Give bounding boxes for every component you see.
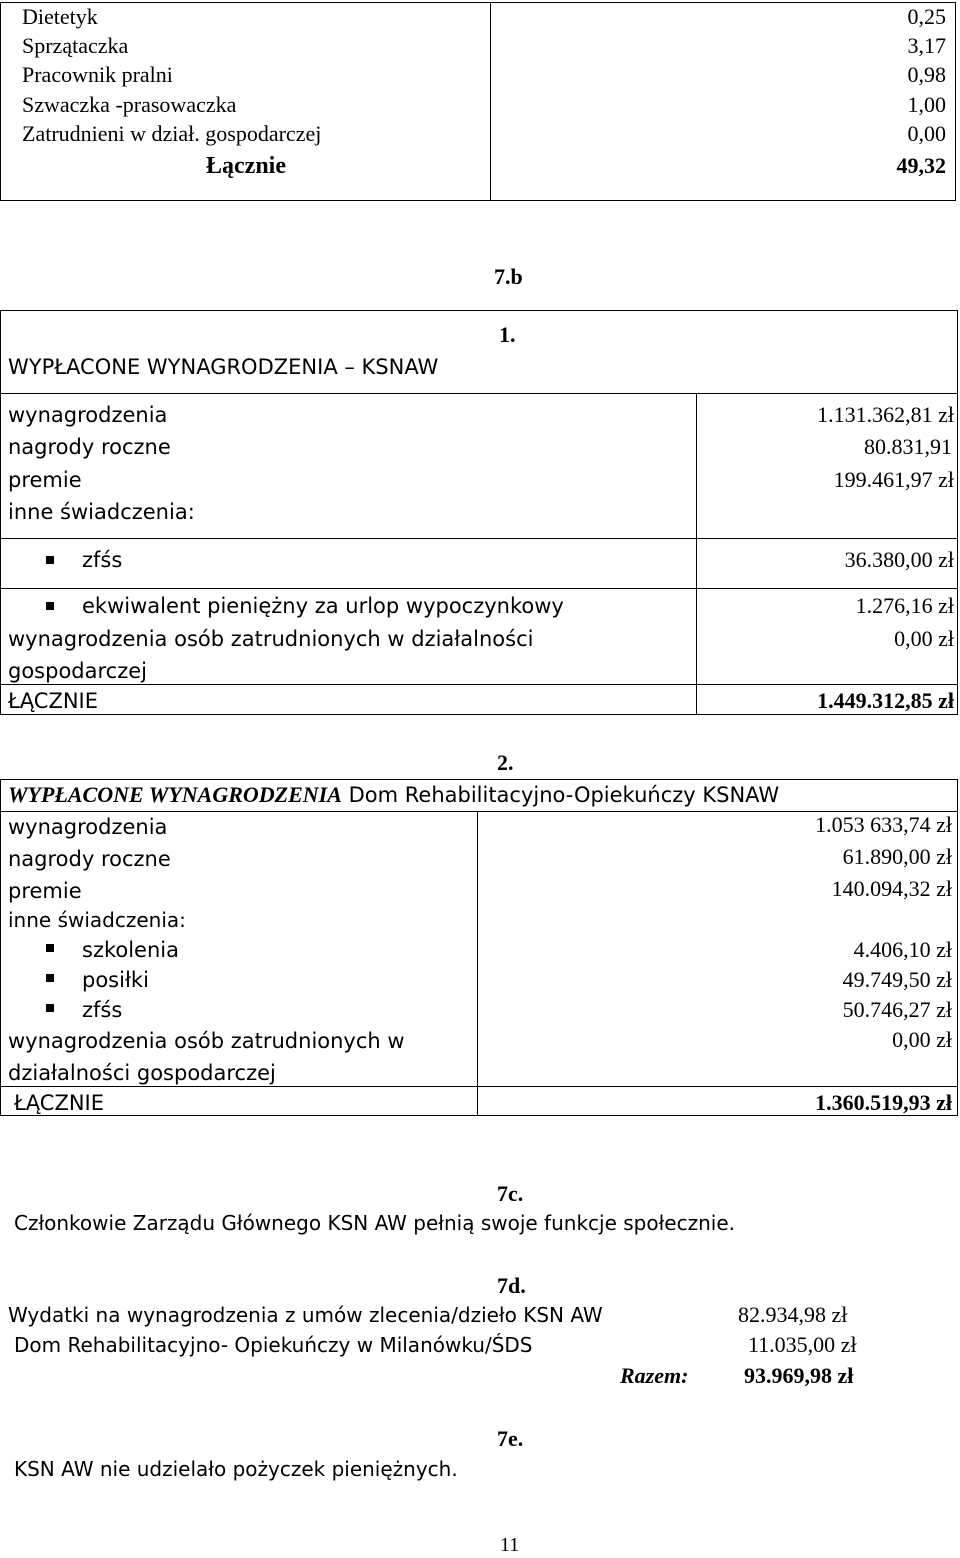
sub2-row-label: premie [8,879,82,903]
table-rule [0,588,958,589]
sub2-gosp-value: 0,00 zł [892,1027,952,1052]
bullet-square-icon [46,556,54,564]
section-7b-heading: 7.b [494,264,523,289]
sub2-bullet-label: szkolenia [82,938,179,962]
sub1-row-value: 80.831,91 [864,434,952,459]
bullet-square-icon [46,974,54,982]
table-rule [0,684,958,685]
top-row-value: 0,00 [907,121,946,146]
sub2-title-bold: WYPŁACONE WYNAGRODZENIA [8,782,342,807]
7d-row-label: Dom Rehabilitacyjno- Opiekuńczy w Milanówku/ŚDS [14,1333,533,1357]
sub2-bullet-label: posiłki [82,968,149,992]
sub2-other-label: inne świadczenia: [8,908,186,932]
sub1-row-label: inne świadczenia: [8,500,195,524]
7d-total-value: 93.969,98 zł [744,1363,854,1388]
sub1-number: 1. [499,322,516,347]
sub2-row-value: 61.890,00 zł [842,844,952,869]
sub2-total-value: 1.360.519,93 zł [815,1090,952,1115]
sub2-row-label: nagrody roczne [8,847,171,871]
sub1-bullet-value: 36.380,00 zł [844,547,954,572]
top-row-label: Sprzątaczka [22,33,129,58]
section-7c-text: Członkowie Zarządu Głównego KSN AW pełnią swoje funkcje społecznie. [14,1211,735,1235]
top-total-value: 49,32 [896,153,946,178]
sub1-row-label: nagrody roczne [8,435,171,459]
sub2-number: 2. [497,750,514,775]
top-table-divider [490,2,491,201]
top-row-label: Dietetyk [22,4,98,29]
sub1-row-label: wynagrodzenia [8,403,168,427]
top-row-label: Pracownik pralni [22,62,173,87]
sub2-bullet-label: zfśs [82,998,123,1022]
7d-row-label: Wydatki na wynagrodzenia z umów zlecenia/dzieło KSN AW [8,1303,603,1327]
sub2-row-value: 1.053 633,74 zł [815,812,952,837]
sub1-bullet-label: ekwiwalent pieniężny za urlop wypoczynkowy [82,594,564,618]
7d-total-label: Razem: [620,1363,689,1388]
top-row-value: 1,00 [907,92,946,117]
sub2-gosp-label: wynagrodzenia osób zatrudnionych w [8,1029,405,1053]
top-total-label: Łącznie [206,153,286,179]
table-divider [477,811,478,1116]
sub1-gosp-value: 0,00 zł [894,626,954,651]
sub2-bullet-value: 4.406,10 zł [853,937,952,962]
sub1-gosp-label: wynagrodzenia osób zatrudnionych w działalności [8,627,534,651]
sub2-title-rest: Dom Rehabilitacyjno-Opiekuńczy KSNAW [341,783,780,807]
sub1-gosp-label: gospodarczej [8,659,147,683]
sub2-row-label: wynagrodzenia [8,815,168,839]
page-number: 11 [500,1534,520,1556]
table-rule [0,1086,958,1087]
sub1-bullet-value: 1.276,16 zł [855,593,954,618]
section-7e-text: KSN AW nie udzielało pożyczek pieniężnych. [14,1457,458,1481]
top-row-value: 0,25 [907,4,946,29]
sub1-row-label: premie [8,468,82,492]
sub2-title [8,782,779,808]
top-row-label: Zatrudnieni w dział. gospodarczej [22,121,322,146]
sub2-bullet-value: 50.746,27 zł [842,997,952,1022]
table-rule [0,538,958,539]
sub1-row-value: 199.461,97 zł [833,467,954,492]
table-divider [696,393,697,715]
sub2-total-label: ŁĄCZNIE [14,1091,105,1115]
top-row-value: 0,98 [907,62,946,87]
bullet-square-icon [46,602,54,610]
sub1-bullet-label: zfśs [82,548,123,572]
7d-row-value: 11.035,00 zł [748,1332,857,1357]
sub2-bullet-value: 49.749,50 zł [842,967,952,992]
sub1-title: WYPŁACONE WYNAGRODZENIA – KSNAW [8,355,439,379]
bullet-square-icon [46,944,54,952]
table-rule [0,393,958,394]
7d-row-value: 82.934,98 zł [738,1302,848,1327]
bullet-square-icon [46,1004,54,1012]
sub1-total-value: 1.449.312,85 zł [817,688,954,713]
section-7c-heading: 7c. [497,1181,524,1206]
top-row-label: Szwaczka -prasowaczka [22,92,237,117]
sub1-total-label: ŁĄCZNIE [8,689,99,713]
sub1-row-value: 1.131.362,81 zł [817,402,954,427]
section-7d-heading: 7d. [497,1273,526,1298]
top-row-value: 3,17 [907,33,946,58]
sub2-row-value: 140.094,32 zł [831,876,952,901]
sub2-gosp-label: działalności gospodarczej [8,1061,276,1085]
section-7e-heading: 7e. [497,1426,524,1451]
